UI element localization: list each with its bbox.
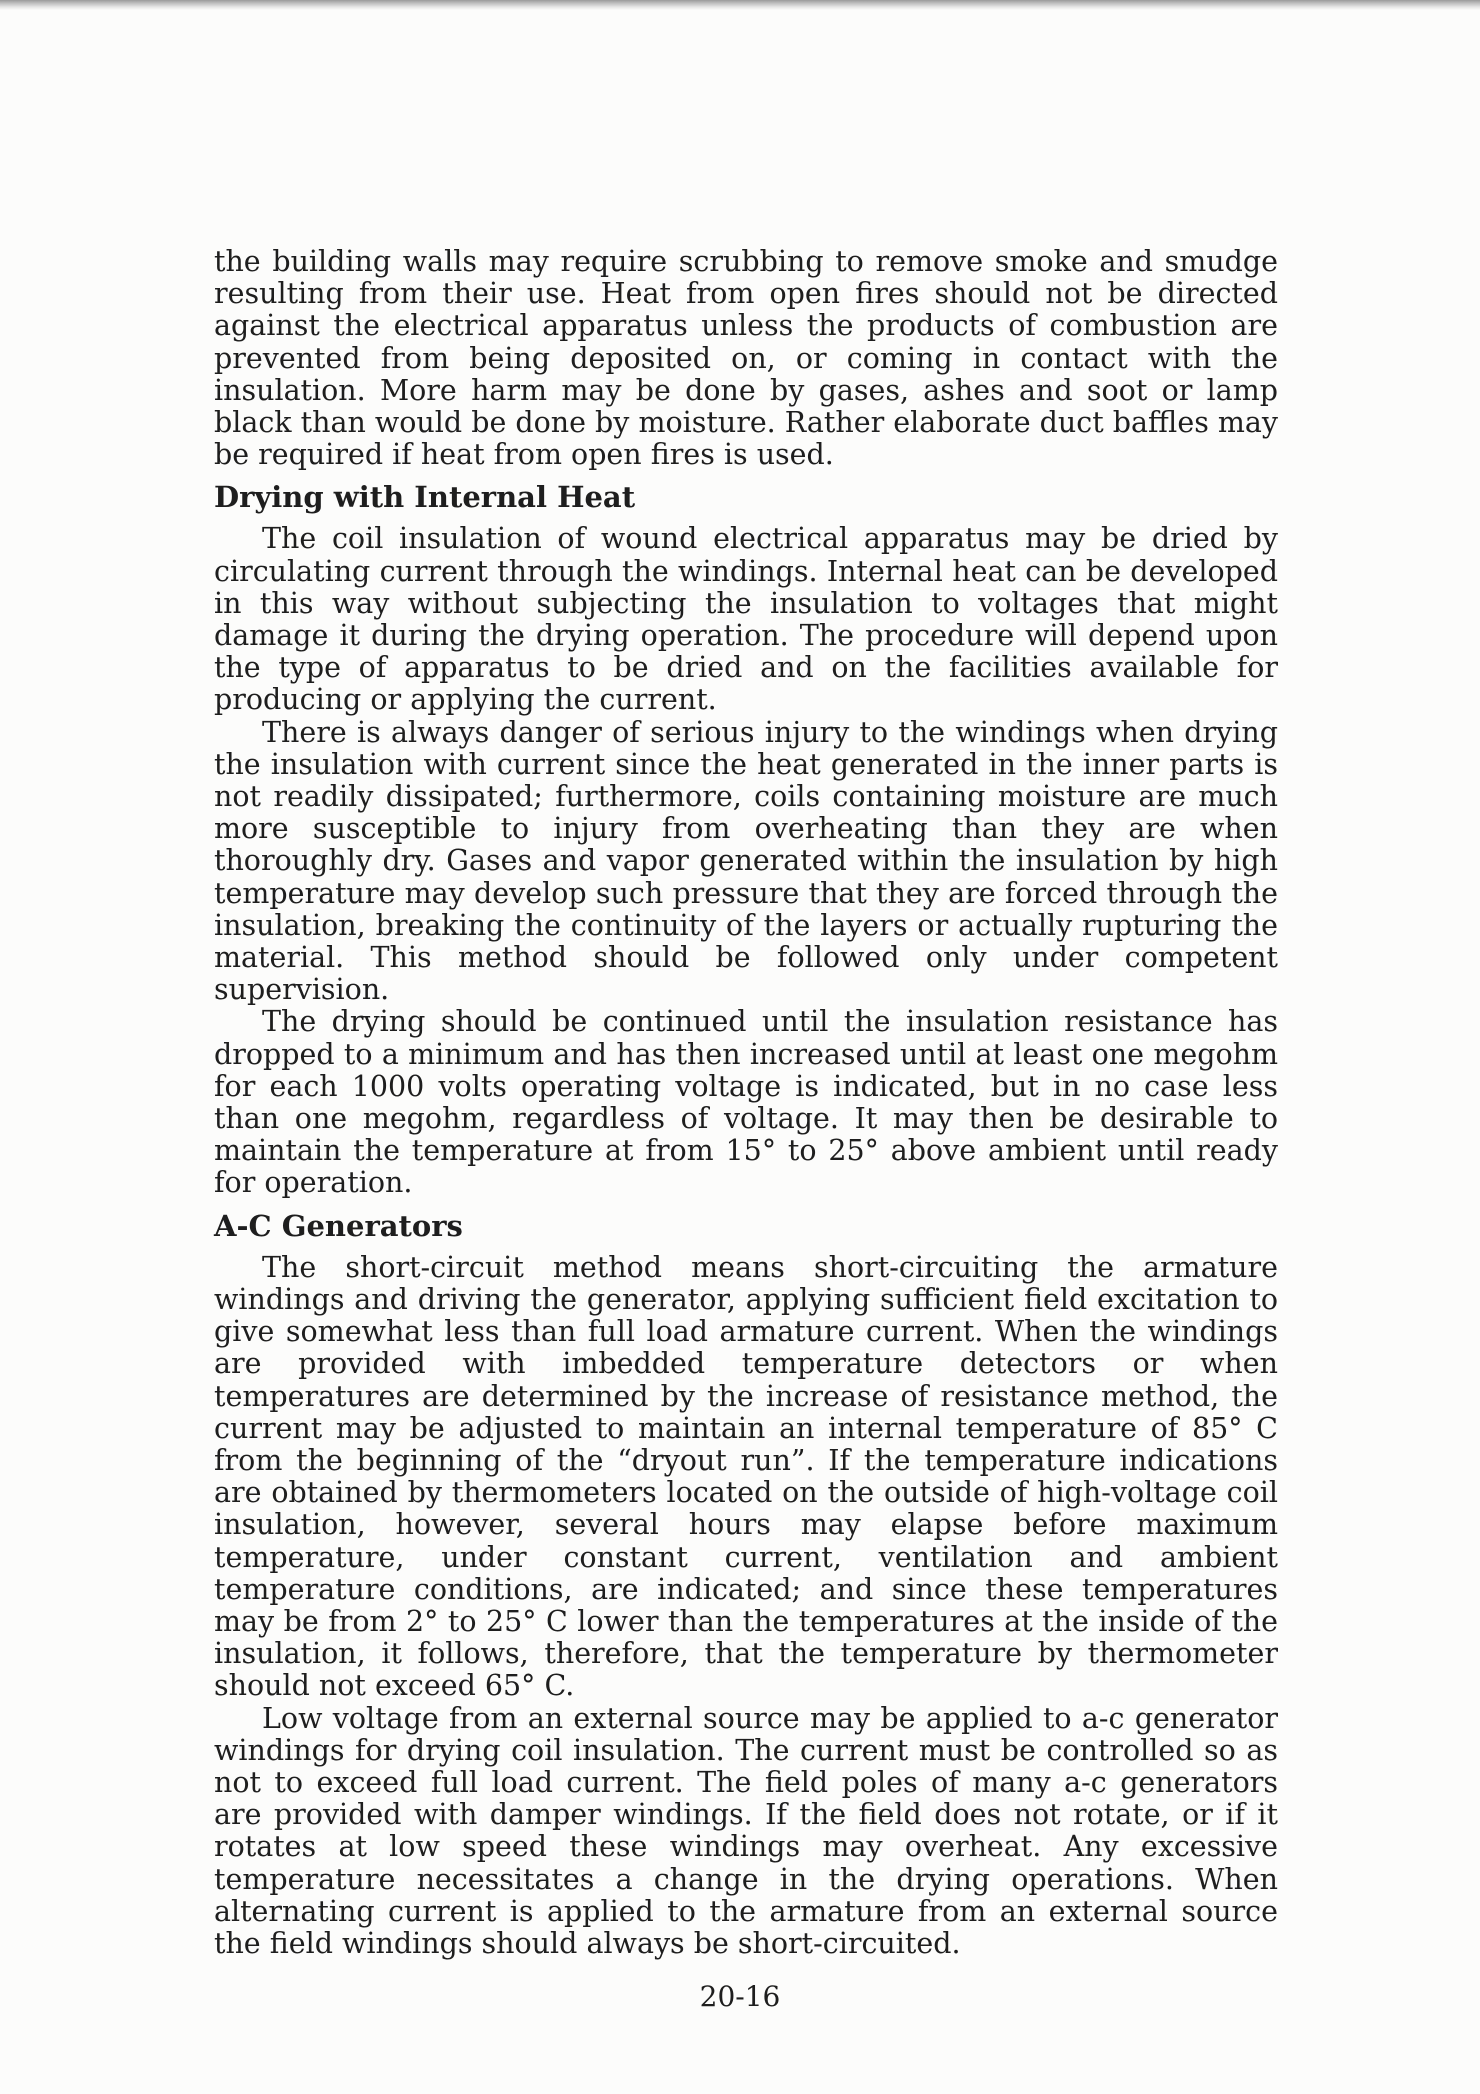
- internal-heat-paragraph-1: The coil insulation of wound electrical apparatus may be dried by circulating current through the windings. Internal heat can be developed in this way without subjecting the insulation to voltages that might damage it during the drying operation. The procedure will depend upon the type of apparatus to be dried and on the facilities available for producing or applying the current.: [214, 522, 1278, 717]
- intro-paragraph: the building walls may require scrubbing to remove smoke and smudge resulting from their use. Heat from open fires should not be directed against the electrical apparatus unless the products of combustion are prevented from being deposited on, or coming in contact with the insulation. More harm may be done by gases, ashes and soot or lamp black than would be done by moisture. Rather elaborate duct baffles may be required if heat from open fires is used.: [214, 245, 1278, 472]
- scan-top-edge: [0, 0, 1480, 10]
- internal-heat-paragraph-3: The drying should be continued until the insulation resistance has dropped to a minimum and has then increased until at least one megohm for each 1000 volts operating voltage is indicated, but in no case less than one megohm, regardless of voltage. It may then be desirable to maintain the temperature at from 15° to 25° above ambient until ready for operation.: [214, 1005, 1278, 1200]
- section-heading-ac-generators: A-C Generators: [214, 1208, 463, 1243]
- page-number: 20-16: [699, 1980, 781, 2013]
- body-text: [214, 246, 1278, 1960]
- ac-generators-paragraph-2: Low voltage from an external source may be applied to a-c generator windings for drying coil insulation. The current must be controlled so as not to exceed full load current. The field poles of many a-c generators are provided with damper windings. If the field does not rotate, or if it rotates at low speed these windings may overheat. Any excessive temperature necessitates a change in the drying operations. When alternating current is applied to the armature from an external source the field windings should always be short-circuited.: [214, 1701, 1278, 1960]
- section-heading-internal-heat: Drying with Internal Heat: [214, 480, 636, 515]
- internal-heat-paragraph-2: There is always danger of serious injury to the windings when drying the insulation with current since the heat generated in the inner parts is not readily dissipated; furthermore, coils containing moisture are much more susceptible to injury from overheating than they are when thoroughly dry. Gases and vapor generated within the insulation by high temperature may develop such pressure that they are forced through the insulation, breaking the continuity of the layers or actually rupturing the material. This method should be followed only under competent supervision.: [214, 715, 1278, 1007]
- ac-generators-paragraph-1: The short-circuit method means short-circuiting the armature windings and driving the generator, applying sufficient field excitation to give somewhat less than full load armature current. When the windings are provided with imbedded temperature detectors or when temperatures are determined by the increase of resistance method, the current may be adjusted to maintain an internal temperature of 85° C from the beginning of the “dryout run”. If the temperature indications are obtained by thermometers located on the outside of high-voltage coil insulation, however, several hours may elapse before maximum temperature, under constant current, ventilation and ambient temperature conditions, are indicated; and since these temperatures may be from 2° to 25° C lower than the temperatures at the inside of the insulation, it follows, therefore, that the temperature by thermometer should not exceed 65° C.: [214, 1250, 1278, 1703]
